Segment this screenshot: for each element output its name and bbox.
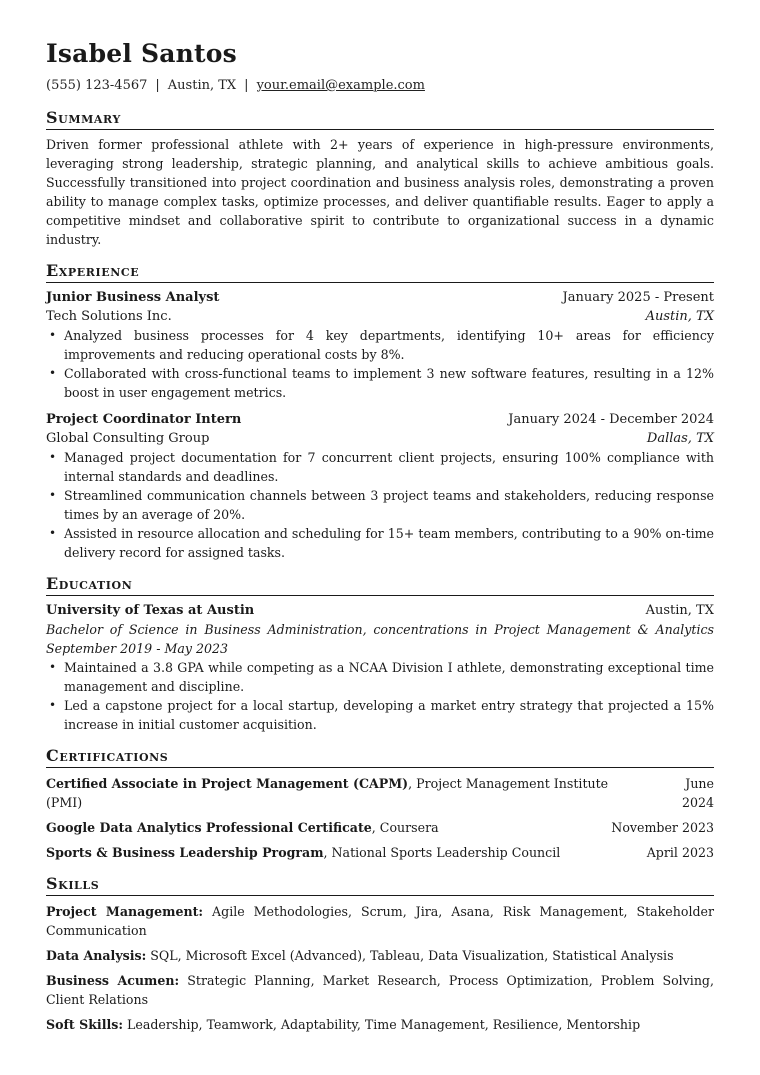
skill-row <box>46 902 714 940</box>
skill-value: SQL, Microsoft Excel (Advanced), Tableau, Data Visualization, Statistical Analysis <box>146 948 674 963</box>
job-dates: January 2024 - December 2024 <box>508 412 714 427</box>
skill-value: Strategic Planning, Market Research, Process Optimization, Problem Solving, Client Relations <box>46 973 714 1007</box>
skill-row <box>46 946 714 965</box>
bullet-item: • Maintained a 3.8 GPA while competing as a NCAA Division I athlete, demonstrating exceptional time management and discipline. <box>64 658 714 696</box>
job-company: Tech Solutions Inc. <box>46 309 172 324</box>
job-bullets <box>46 448 714 562</box>
job-bullets <box>46 326 714 402</box>
job-entry <box>46 410 714 562</box>
education-bullets <box>46 658 714 734</box>
school-location: Austin, TX <box>645 603 714 618</box>
certifications-section <box>46 746 714 862</box>
section-heading-certifications: Certifications <box>46 746 714 768</box>
skill-label: Data Analysis: <box>46 948 147 963</box>
skill-label: Business Acumen: <box>46 973 180 988</box>
education-section <box>46 574 714 734</box>
certification-date: April 2023 <box>646 845 714 860</box>
job-location: Austin, TX <box>645 309 714 324</box>
skill-row <box>46 1015 714 1034</box>
certification-date: June 2024 <box>681 776 714 810</box>
bullet-item: • Managed project documentation for 7 concurrent client projects, ensuring 100% compliance with internal standards and deadlines. <box>64 448 714 486</box>
section-heading-skills: Skills <box>46 874 714 896</box>
job-company: Global Consulting Group <box>46 431 210 446</box>
job-location: Dallas, TX <box>646 431 714 446</box>
bullet-item: • Streamlined communication channels between 3 project teams and stakeholders, reducing response times by an average of 20%. <box>64 486 714 524</box>
job-role: Project Coordinator Intern <box>46 412 242 427</box>
education-entry <box>46 601 714 734</box>
bullet-item: • Collaborated with cross-functional teams to implement 3 new software features, resulting in a 12% boost in user engagement metrics. <box>64 364 714 402</box>
contact-separator: | <box>244 78 249 93</box>
degree-line: Bachelor of Science in Business Administration, concentrations in Project Management & Analytics September 2019 - May 2023 <box>46 622 714 656</box>
certification-name: Google Data Analytics Professional Certificate <box>46 820 372 835</box>
skill-row <box>46 971 714 1009</box>
section-heading-experience: Experience <box>46 261 714 283</box>
certification-issuer: , Coursera <box>371 820 439 835</box>
email-link[interactable]: your.email@example.com <box>256 78 425 93</box>
job-entry <box>46 288 714 402</box>
bullet-item: • Assisted in resource allocation and scheduling for 15+ team members, contributing to a 90% on-time delivery record for assigned tasks. <box>64 524 714 562</box>
section-heading-summary: Summary <box>46 108 714 130</box>
certification-name: Certified Associate in Project Management (CAPM) <box>46 776 409 791</box>
certification-issuer: , Project Management Institute (PMI) <box>46 776 609 810</box>
bullet-item: • Analyzed business processes for 4 key departments, identifying 10+ areas for efficiency improvements and reducing operational costs by 8%. <box>64 326 714 364</box>
candidate-name: Isabel Santos <box>46 39 237 68</box>
job-dates: January 2025 - Present <box>562 290 714 305</box>
certification-item <box>46 843 714 862</box>
certification-item <box>46 818 714 837</box>
skills-section <box>46 874 714 1034</box>
phone-number: (555) 123-4567 <box>46 78 148 93</box>
certification-issuer: , National Sports Leadership Council <box>323 845 561 860</box>
job-role: Junior Business Analyst <box>46 290 220 305</box>
skill-value: Agile Methodologies, Scrum, Jira, Asana, Risk Management, Stakeholder Communication <box>46 904 715 938</box>
contact-separator: | <box>155 78 160 93</box>
skill-value: Leadership, Teamwork, Adaptability, Time Management, Resilience, Mentorship <box>123 1017 641 1032</box>
school-name: University of Texas at Austin <box>46 603 255 618</box>
section-heading-education: Education <box>46 574 714 596</box>
experience-section <box>46 261 714 562</box>
summary-text: Driven former professional athlete with 2+ years of experience in high-pressure environments, leveraging strong leadership, strategic planning, and analytical skills to achieve ambitious goals. Successfully transitioned into project coordination and business analysis roles, demonstrating a proven ability to manage complex tasks, optimize processes, and deliver quantifiable results. Eager to apply a competitive mindset and collaborative spirit to contribute to organizational success in a dynamic industry. <box>46 137 714 247</box>
contact-line <box>46 77 714 95</box>
skill-label: Soft Skills: <box>46 1017 124 1032</box>
bullet-item: • Led a capstone project for a local startup, developing a market entry strategy that projected a 15% increase in initial customer acquisition. <box>64 696 714 734</box>
certification-name: Sports & Business Leadership Program <box>46 845 324 860</box>
certification-item <box>46 774 714 812</box>
certification-date: November 2023 <box>611 820 714 835</box>
resume-page <box>46 38 714 1034</box>
contact-location: Austin, TX <box>167 78 237 93</box>
skill-label: Project Management: <box>46 904 204 919</box>
summary-section <box>46 108 714 249</box>
